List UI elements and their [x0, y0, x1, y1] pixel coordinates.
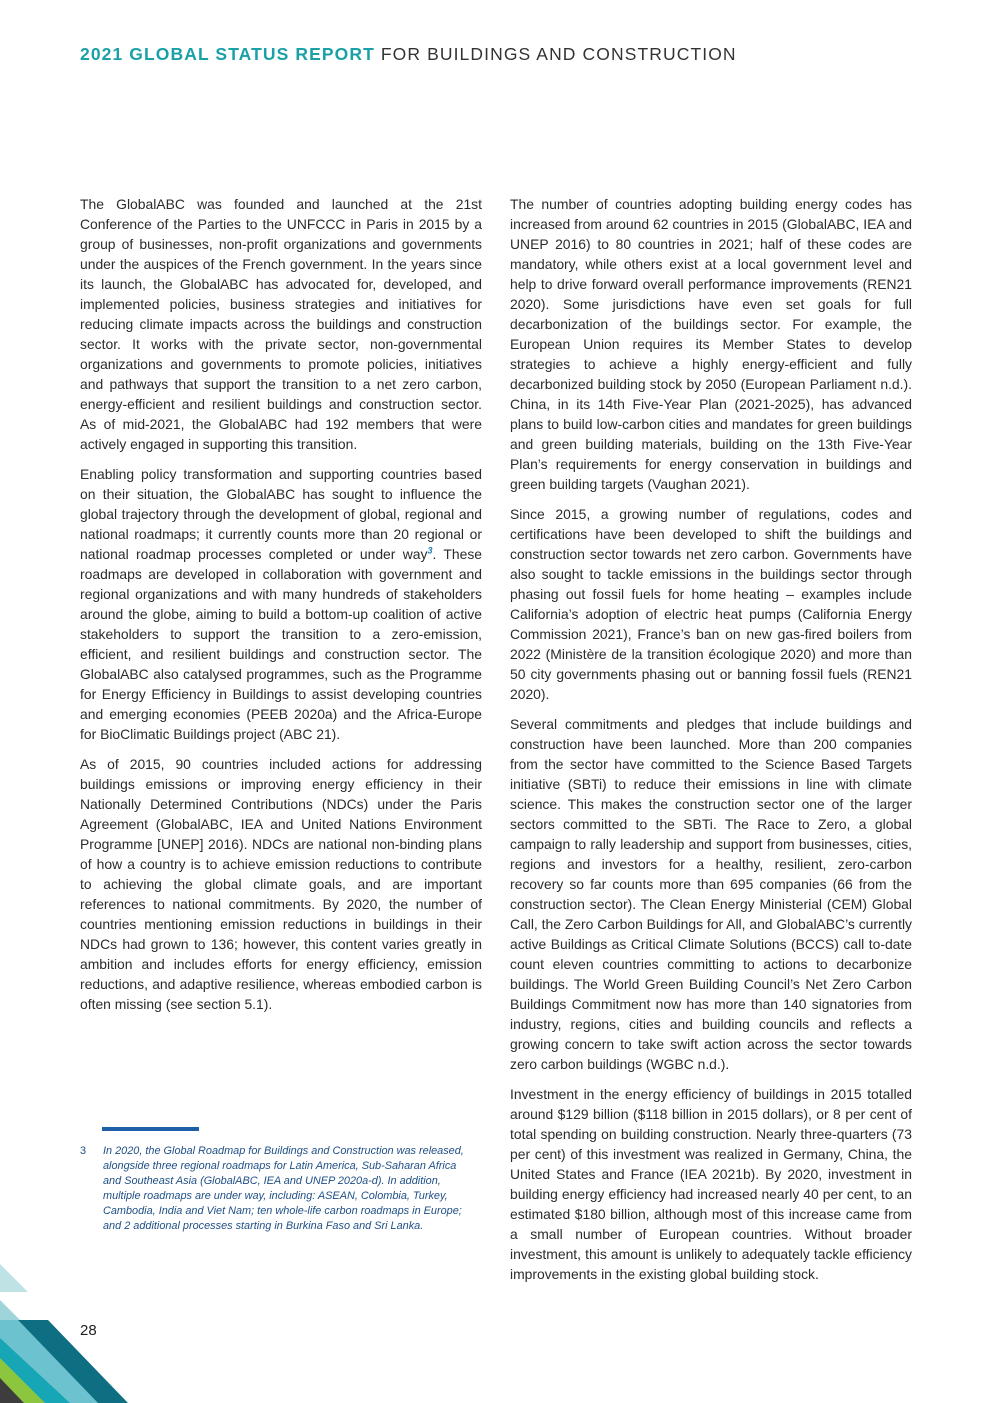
paragraph: Investment in the energy efficiency of buildings in 2015 totalled around $129 billion ($118 billion in 2015 dollars), or 8 per cent of total spending on building construction. Nearly three-quarters (73 per cent) of this investment was realized in Germany, China, the United States and France (IEA 2021b). By 2020, investment in building energy efficiency had increased nearly 40 per cent, to an estimated $180 billion, although most of this increase came from a small number of European countries. Without broader investment, this amount is unlikely to adequately tackle efficiency improvements in the existing global building stock.	[510, 1086, 912, 1282]
left-column	[80, 194, 482, 1024]
paragraph: Several commitments and pledges that include buildings and construction have been launched. More than 200 companies from the sector have committed to the Science Based Targets initiative (SBTi) to reduce their emissions in line with climate science. This makes the construction sector one of the larger sectors committed to the SBTi. The Race to Zero, a global campaign to rally leadership and support from businesses, cities, regions and investors for a healthy, resilient, zero-carbon recovery so far counts more than 695 companies (66 from the construction sector). The Clean Energy Ministerial (CEM) Global Call, the Zero Carbon Buildings for All, and GlobalABC’s currently active Buildings as Critical Climate Solutions (BCCS) call to-date count eleven countries committing to actions to decarbonize buildings. The World Green Building Council’s Net Zero Carbon Buildings Commitment now has more than 140 signatories from industry, regions, cities and building councils and reflects a growing concern to take swift action across the sector towards zero carbon buildings (WGBC n.d.).	[510, 716, 912, 1072]
running-header	[80, 44, 920, 65]
decorative-triangles-graphic	[0, 1250, 140, 1403]
paragraph: Since 2015, a growing number of regulations, codes and certifications have been developed to shift the buildings and construction sector towards net zero carbon. Governments have also sought to tackle emissions in the buildings sector through phasing out fossil fuels for home heating – examples include California’s adoption of electric heat pumps (California Energy Commission 2021), France’s ban on new gas-fired boilers from 2022 (Ministère de la transition écologique 2020) and more than 50 city governments phasing out or banning fossil fuels (REN21 2020).	[510, 506, 912, 702]
footnote-reference[interactable]: 3	[427, 545, 433, 556]
right-column	[510, 194, 912, 1294]
paragraph: The GlobalABC was founded and launched at the 21st Conference of the Parties to the UNFCCC in Paris in 2015 by a group of businesses, non-profit organizations and governments under the auspices of the French government. In the years since its launch, the GlobalABC has advocated for, developed, and implemented policies, business strategies and initiatives for reducing climate impacts across the buildings and construction sector. It works with the private sector, non-governmental organizations and governments to promote policies, initiatives and pathways that support the transition to a net zero carbon, energy-efficient and resilient buildings and construction sector. As of mid-2021, the GlobalABC had 192 members that were actively engaged in supporting this transition.	[80, 196, 482, 452]
paragraph	[80, 464, 482, 744]
report-title-rest: FOR BUILDINGS AND CONSTRUCTION	[374, 44, 737, 64]
footnote-divider	[102, 1127, 199, 1131]
footnote-text: In 2020, the Global Roadmap for Buildings and Construction was released, alongside three regional roadmaps for Latin America, Sub-Saharan Africa and Southeast Asia (GlobalABC, IEA and UNEP 2020a-d). In addition, multiple roadmaps are under way, including: ASEAN, Colombia, Turkey, Cambodia, India and Viet Nam; ten whole-life carbon roadmaps in Europe; and 2 additional processes starting in Burkina Faso and Sri Lanka.	[103, 1145, 464, 1232]
paragraph: The number of countries adopting building energy codes has increased from around 62 countries in 2015 (GlobalABC, IEA and UNEP 2016) to 80 countries in 2021; half of these codes are mandatory, while others exist at a local government level and help to drive forward overall performance improvements (REN21 2020). Some jurisdictions have even set goals for full decarbonization of the buildings sector. For example, the European Union requires its Member States to develop strategies to achieve a highly energy-efficient and fully decarbonized building stock by 2050 (European Parliament n.d.). China, in its 14th Five-Year Plan (2021-2025), has advanced plans to build low-carbon cities and mandates for green buildings and green building materials, building on the 13th Five-Year Plan’s requirements for energy conservation in buildings and green building targets (Vaughan 2021).	[510, 196, 912, 492]
report-title-accent: 2021 GLOBAL STATUS REPORT	[80, 44, 375, 64]
paragraph-text: Enabling policy transformation and supporting countries based on their situation, the GlobalABC has sought to influence the global trajectory through the development of global, regional and national roadmaps; it currently counts more than 20 regional or national roadmap processes completed or under way	[80, 466, 482, 562]
footnote-number: 3	[80, 1145, 87, 1157]
page-number: 28	[80, 1322, 97, 1339]
paragraph-text: . These roadmaps are developed in collaboration with government and regional organizations and with many hundreds of stakeholders around the globe, aiming to build a bottom-up coalition of active stakeholders to support the transition to a zero-emission, efficient, and resilient buildings and construction sector. The GlobalABC also catalysed programmes, such as the Programme for Energy Efficiency in Buildings to assist developing countries and emerging economies (PEEB 2020a) and the Africa-Europe for BioClimatic Buildings project (ABC 21).	[80, 546, 482, 742]
paragraph: As of 2015, 90 countries included actions for addressing buildings emissions or improving energy efficiency in their Nationally Determined Contributions (NDCs) under the Paris Agreement (GlobalABC, IEA and United Nations Environment Programme [UNEP] 2016). NDCs are national non-binding plans of how a country is to achieve emission reductions to contribute to achieving the global climate goals, and are important references to national commitments. By 2020, the number of countries mentioning emission reductions in buildings in their NDCs had grown to 136; however, this content varies greatly in ambition and includes efforts for energy efficiency, emission reductions, and adaptive resilience, whereas embodied carbon is often missing (see section 5.1).	[80, 756, 482, 1012]
